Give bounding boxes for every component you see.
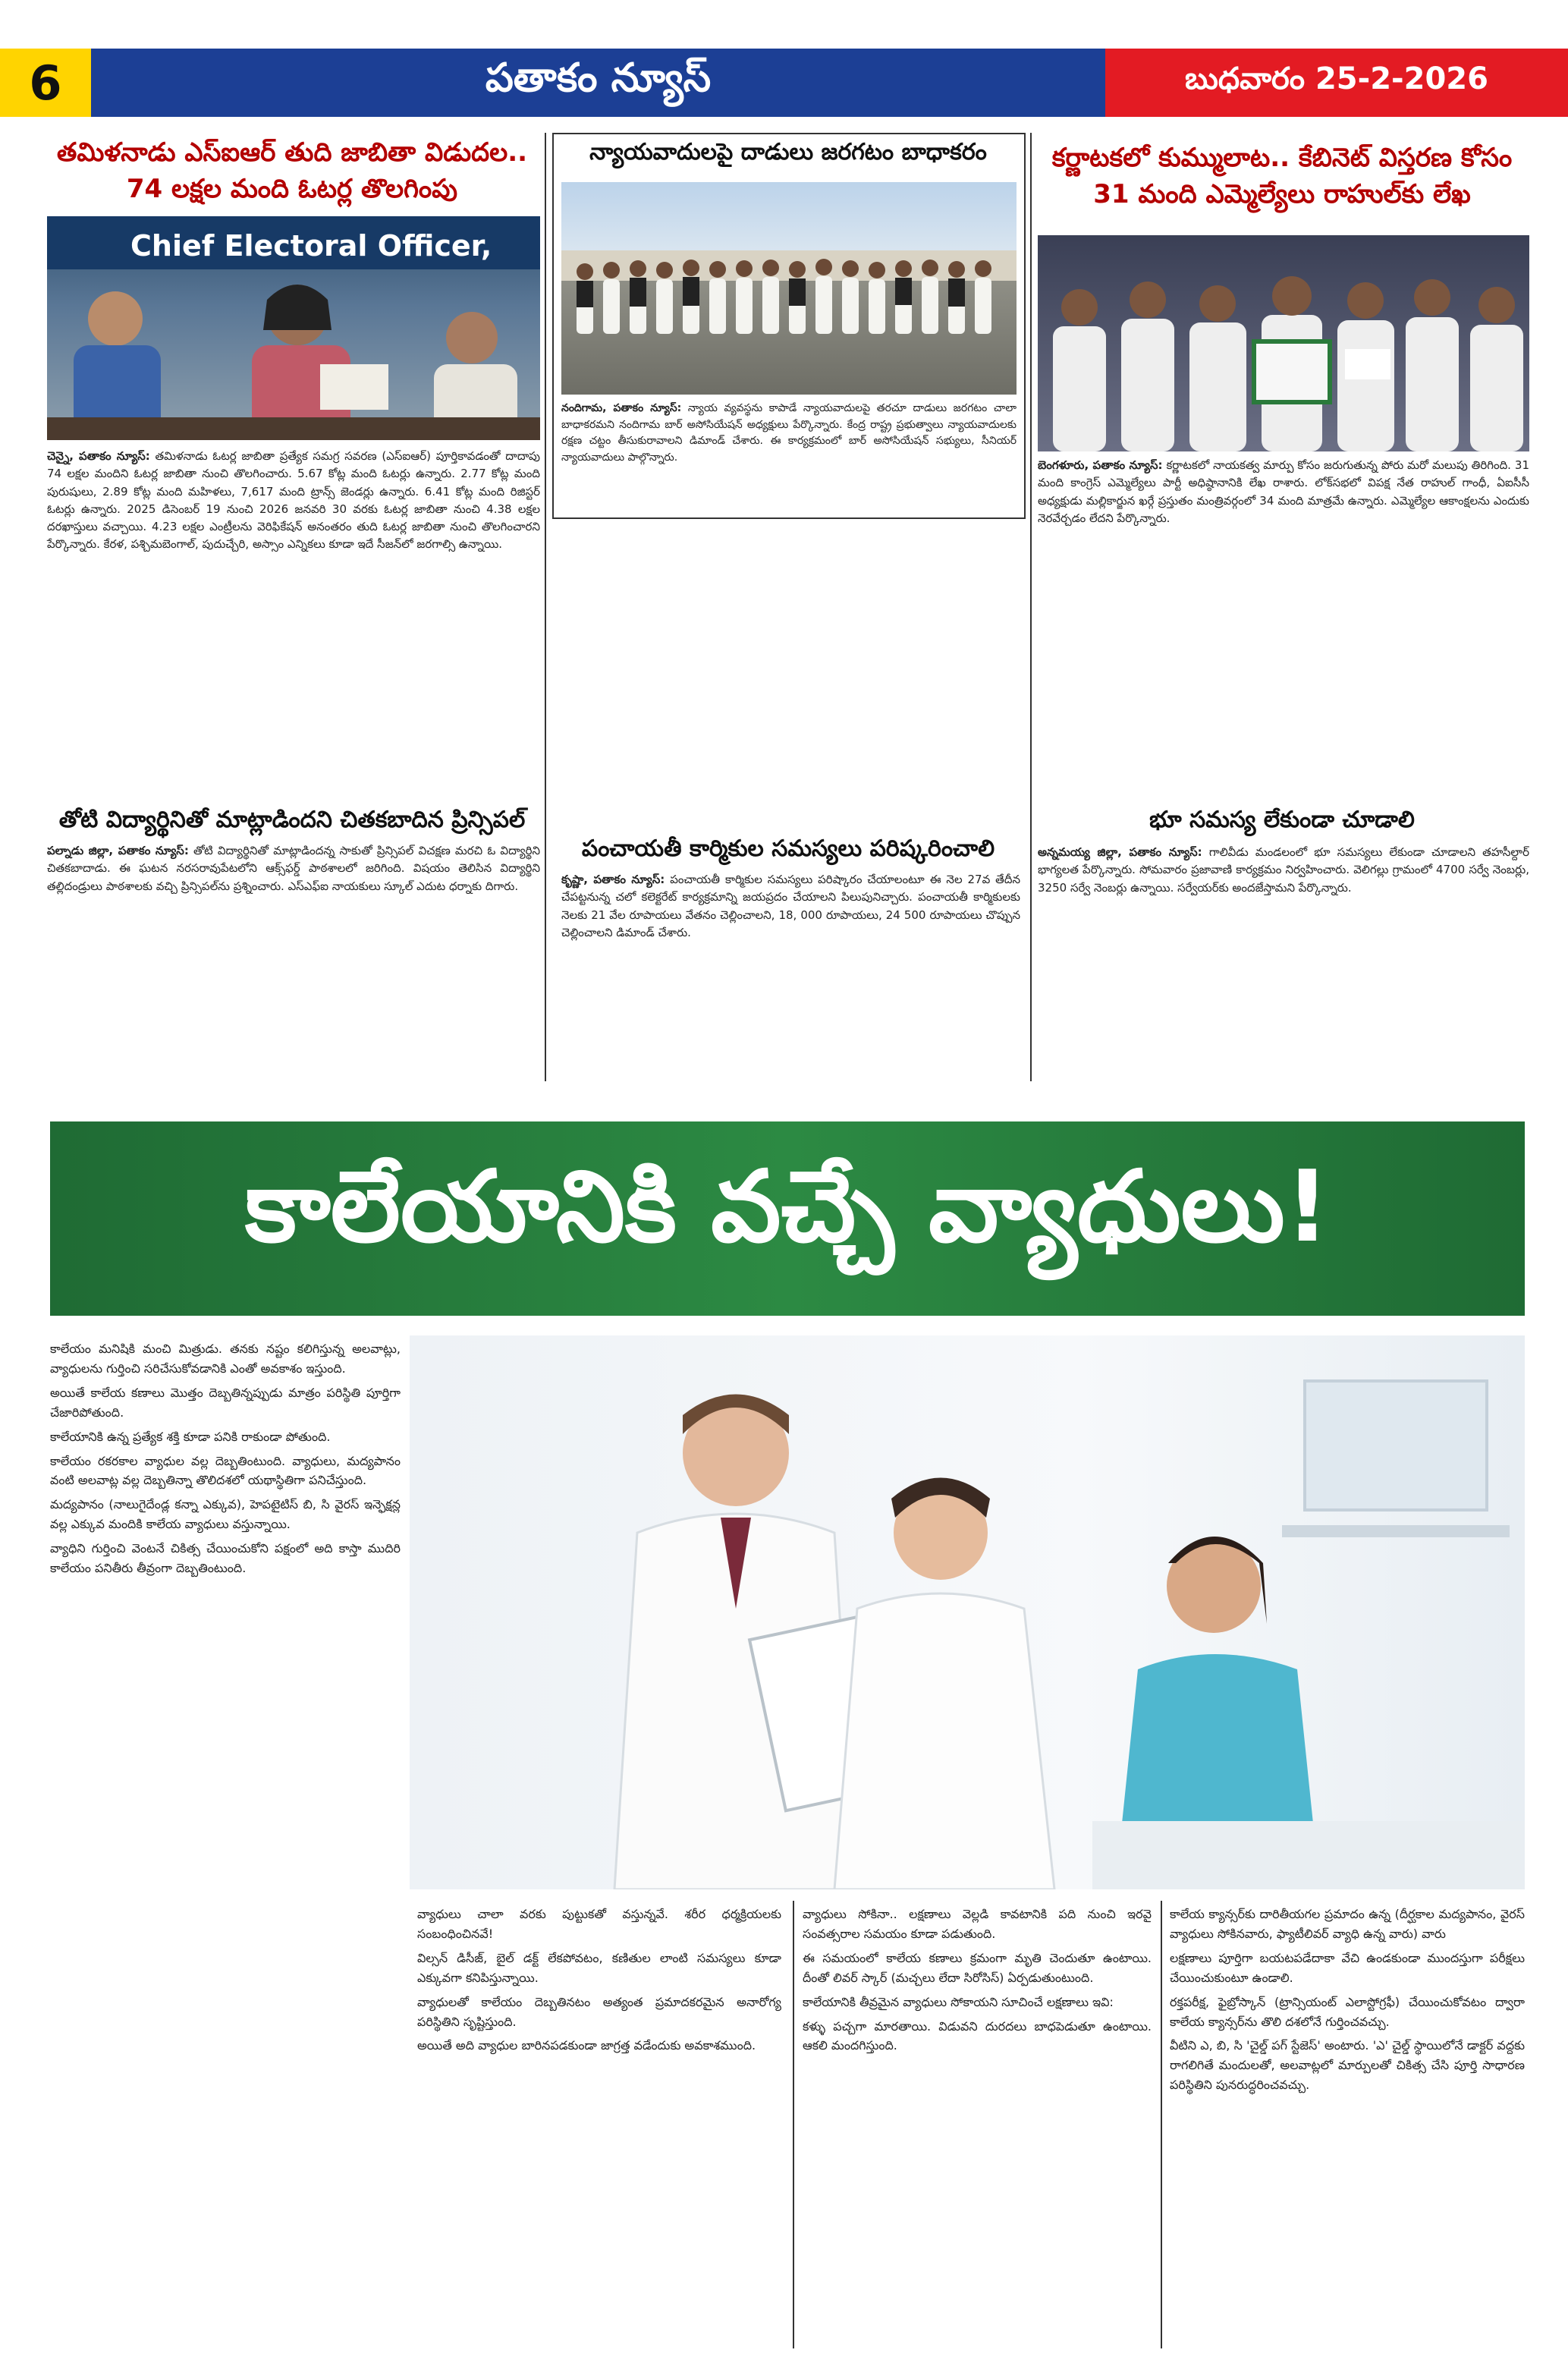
body-text: కర్ణాటకలో నాయకత్వ మార్పు కోసం జరుగుతున్న పోరు మరో మలుపు తిరిగింది. (1166, 458, 1511, 472)
body-text: 2.77 కోట్ల మంది పురుషులు, 2.89 కోట్ల మంది మహిళలు, 7,617 మంది ట్రాన్స్ జెండర్లు ఉన్నారు. (47, 467, 540, 499)
center-story-2-body (561, 871, 1020, 942)
left-story-body (47, 448, 540, 554)
right-story-headline (1035, 140, 1529, 212)
lawyers-group-image (561, 182, 1017, 395)
body-text: వ్యాధులతో కాలేయం దెబ్బతినటం అత్యంత ప్రమాదకరమైన అనారోగ్య పరిస్థితిని సృష్టిస్తుంది. (417, 1994, 781, 2029)
body-text: విల్సన్ డిసీజ్, బైల్ డక్ట్ లేకపోవటం, కణితుల లాంటి సమస్యలు కూడా ఎక్కువగా కనిపిస్తున్నాయి. (417, 1950, 781, 1985)
column-rule (1030, 133, 1032, 1081)
body-text: ఎమ్మెల్యేల ఆకాంక్షలను ఎందుకు నెరవేర్చడం లేదని పేర్కొన్నారు. (1038, 493, 1529, 525)
body-text: న్యాయ వ్యవస్థను కాపాడే న్యాయవాదులపై తరచూ దాడులు జరగటం (687, 402, 988, 414)
body-text: రక్తపరీక్ష, ఫైబ్రోస్కాన్ (ట్రాన్సియంట్ ఎలాస్టోగ్రఫీ) చేయించుకోవటం ద్వారా కాలేయ క్యాన్సర్‌ను తొలి దశలోనే గుర్తించవచ్చు. (1170, 1994, 1525, 2029)
body-text: కాలేయానికి తీవ్రమైన వ్యాధులు సోకాయని సూచించే లక్షణాలు ఇవి: (803, 1994, 1114, 2009)
body-text: 18, 000 రూపాయలు, 24 500 రూపాయలు చొప్పున చెల్లించాలని డిమాండ్ చేశారు. (561, 908, 1020, 939)
body-text: పంచాయతీ కార్మికులకు నెలకు 21 వేల రూపాయలు వేతనం చెల్లించాలని, (561, 890, 1020, 922)
center-story-photo (561, 182, 1017, 395)
body-text: కేరళ, పశ్చిమబెంగాల్, పుదుచ్చేరి, అస్సాం ఎన్నికలు కూడా ఇదే సీజన్‌లో జరగాల్సి ఉన్నాయి. (103, 537, 503, 552)
feature-banner: కాలేయానికి వచ్చే వ్యాధులు! (50, 1121, 1525, 1316)
body-text: తమిళనాడు ఓటర్ల జాబితా ప్రత్యేక సమగ్ర సవరణ (ఎస్ఐఆర్) పూర్తికావడంతో (155, 449, 501, 463)
feature-col-3 (803, 1905, 1152, 2060)
body-text: వ్యాధిని గుర్తించి వెంటనే చికిత్స చేయించుకోని పక్షంలో అది కాస్తా ముదిరి కాలేయం పనితీరు తీవ్రంగా దెబ్బతింటుంది. (50, 1541, 401, 1576)
body-text: దాదాపు 74 లక్షల మందిని ఓటర్ల జాబితా నుంచి తొలగించారు. (47, 449, 540, 481)
dateline: బెంగళూరు, పతాకం న్యూస్: (1038, 458, 1163, 472)
right-story-body (1038, 457, 1529, 527)
headline-line: 74 లక్షల మంది ఓటర్ల తొలగింపు (126, 173, 458, 204)
dateline: పల్నాడు జిల్లా, పతాకం న్యూస్: (47, 844, 189, 857)
body-text: చాలా బాధాకరమని నందిగామ బార్ అసోసియేషన్ అధ్యక్షులు పేర్కొన్నారు. (561, 402, 1017, 431)
right-story-2-body (1038, 844, 1529, 897)
left-story-photo (47, 216, 540, 440)
body-text: కాలేయ క్యాన్సర్‌కు దారితీయగల ప్రమాదం ఉన్న (దీర్ఘకాల మద్యపానం, వైరస్ వ్యాధులు సోకినవారు, ఫ్యాటీలివర్ వ్యాధి ఉన్న వారు) వారు (1170, 1907, 1525, 1941)
body-text: ప్రస్తుతం మంత్రివర్గంలో 34 మంది మాత్రమే ఉన్నారు. (1158, 493, 1387, 508)
column-rule (793, 1901, 794, 2348)
body-text: లక్షణాలు పూర్తిగా బయటపడేదాకా వేచి ఉండకుండా ముందస్తుగా పరీక్షలు చేయించుకుంటూ ఉండాలి. (1170, 1950, 1525, 1985)
doctors-patient-image (410, 1335, 1525, 1889)
body-text: 31 మంది కాంగ్రెస్ ఎమ్మెల్యేలు పార్టీ అధిష్ఠానానికి లేఖ రాశారు. (1038, 458, 1529, 490)
left-story-headline (46, 135, 539, 207)
body-text: విషయం తెలిసిన విద్యార్థిని తల్లిదండ్రులు పాఠశాలకు వచ్చి ప్రిన్సిపల్‌ను ప్రశ్నించారు. (47, 861, 540, 893)
body-text: కాలేయం మనిషికి మంచి మిత్రుడు. తనకు నష్టం కలిగిస్తున్న అలవాట్లు, వ్యాధులను గుర్తించి సరిచేసుకోవడానికి ఎంతో అవకాశం ఇస్తుంది. (50, 1342, 401, 1376)
body-text: ఆక్స్‌ఫర్డ్ పాఠశాలలో జరిగింది. (266, 861, 405, 876)
body-text: తోటి విద్యార్థినితో మాట్లాడిందన్న సాకుతో ప్రిన్సిపల్ విచక్షణ మరచి (193, 844, 483, 857)
feature-photo (410, 1335, 1525, 1889)
body-text: డిమాండ్ చేశారు. (689, 435, 763, 448)
headline-line: కర్ణాటకలో కుమ్ములాట.. కేబినెట్ విస్తరణ కోసం (1051, 143, 1513, 173)
feature-col-4 (1170, 1905, 1525, 2100)
body-text: 4.38 లక్షల దరఖాస్తులు వచ్చాయి. (47, 502, 540, 533)
dateline: కృష్ణా, పతాకం న్యూస్: (561, 873, 665, 886)
right-story-photo (1038, 235, 1529, 451)
body-text: వీటిని ఎ, బి, సి 'చైల్డ్ పగ్ స్టేజెస్' అంటారు. 'ఎ' చైల్డ్ స్థాయిలోనే డాక్టర్ వద్దకు రాగలిగితే మందులతో, అలవాట్లలో మార్పులతో చికిత్స చేసి పూర్తి సాధారణ పరిస్థితిని పునరుద్ధరించవచ్చు. (1170, 2038, 1525, 2093)
body-text: చేపట్టనున్న చలో కలెక్టరేట్ కార్యక్రమాన్ని జయప్రదం చేయాలని పిలుపునిచ్చారు. (561, 890, 913, 904)
column-rule (545, 133, 546, 1081)
issue-date: బుధవారం 25-2-2026 (1105, 49, 1568, 117)
feature-col-2 (417, 1905, 781, 2060)
right-story-2-headline: భూ సమస్య లేకుండా చూడాలి (1149, 807, 1415, 833)
press-conference-image (47, 216, 540, 440)
feature-col-1 (50, 1339, 401, 1583)
body-text: ఈ కార్యక్రమంలో బార్ అసోసియేషన్ సభ్యులు, సీనియర్ న్యాయవాదులు పాల్గొన్నారు. (561, 435, 1017, 464)
dateline: అన్నమయ్య జిల్లా, పతాకం న్యూస్: (1038, 845, 1202, 859)
body-text: పంచాయతీ కార్మికుల సమస్యలు పరిష్కారం చేయాలంటూ ఈ నెల 27వ తేదీన (670, 873, 1020, 886)
body-text: 6.41 కోట్ల మంది రిజిస్టర్ ఓటర్లు ఉన్నారు. (47, 484, 540, 516)
body-text: కాలేయం రకరకాల వ్యాధుల వల్ల దెబ్బతింటుంది. వ్యాధులు, మద్యపానం వంటి అలవాట్ల వల్ల దెబ్బతిన్నా తొలిదశలో యథాస్థితిగా పనిచేస్తుంది. (50, 1453, 401, 1488)
dateline: చెన్నై, పతాకం న్యూస్: (47, 449, 150, 463)
body-text: అయితే కాలేయ కణాలు మొత్తం దెబ్బతిన్నప్పుడు మాత్రం పరిస్థితి పూర్తిగా చేజారిపోతుంది. (50, 1385, 401, 1420)
paper-name: పతాకం న్యూస్ (91, 49, 1105, 117)
body-text: కళ్ళు పచ్చగా మారతాయి. విడువని దురదలు బాధపెడుతూ ఉంటాయి. ఆకలి మందగిస్తుంది. (803, 2018, 1152, 2053)
left-story-2-headline: తోటి విద్యార్థినితో మాట్లాడిందని చితకబాదిన ప్రిన్సిపల్ (58, 807, 526, 833)
headline-line: 31 మంది ఎమ్మెల్యేలు రాహుల్‌కు లేఖ (1093, 178, 1471, 209)
body-text: 2025 డిసెంబర్ 19 నుంచి 2026 జనవరి 30 వరకు ఓటర్ల జాబితా నుంచి (127, 502, 480, 516)
body-text: వ్యాధులు చాలా వరకు పుట్టుకతో వస్తున్నవే. శరీర ధర్మక్రియలకు సంబంధించినవే! (417, 1907, 781, 1941)
masthead (0, 49, 1568, 117)
center-story-body (561, 401, 1017, 467)
svg-text:Chief Electoral Officer,: Chief Electoral Officer, (130, 229, 492, 263)
center-story-headline: న్యాయవాదులపై దాడులు జరగటం బాధాకరం (589, 139, 987, 165)
body-text: ఎస్ఎఫ్ఐ నాయకులు స్కూల్ ఎదుట ధర్నాకు దిగారు. (288, 879, 519, 893)
left-story-2-body (47, 842, 540, 895)
dateline: నందిగామ, పతాకం న్యూస్: (561, 402, 682, 414)
body-text: ఈ సమయంలో కాలేయ కణాలు క్రమంగా మృతి చెందుతూ ఉంటాయి. దీంతో లివర్ స్కార్ (మచ్చలు లేదా సిరోసిస్) ఏర్పడుతుంటుంది. (803, 1950, 1152, 1985)
body-text: లోక్‌సభలో విపక్ష నేత రాహుల్ గాంధీ, ఏఐసీసీ అధ్యక్షుడు మల్లికార్జున ఖర్గే (1038, 476, 1529, 508)
headline-line: తమిళనాడు ఎస్ఐఆర్ తుది జాబితా విడుదల.. (56, 137, 528, 168)
body-text: కాలేయానికి ఉన్న ప్రత్యేక శక్తి కూడా పనికి రాకుండా పోతుంది. (50, 1429, 331, 1444)
body-text: మద్యపానం (నాలుగైదేండ్ల కన్నా ఎక్కువ), హెపటైటిస్ బి, సి వైరస్ ఇన్ఫెక్షన్ల వల్ల ఎక్కువ మందికి కాలేయ వ్యాధులు వస్తున్నాయి. (50, 1497, 401, 1532)
body-text: 4.23 లక్షల ఎంట్రీలను వెరిఫికేషన్ అనంతరం తుది ఓటర్ల జాబితా నుంచి తొలగించారని పేర్కొన్నారు. (47, 520, 540, 552)
body-text: 5.67 కోట్ల మంది ఓటర్లు ఉన్నారు. (297, 467, 455, 481)
body-text: సోమవారం ప్రజావాణి కార్యక్రమం నిర్వహించారు. (1139, 863, 1350, 877)
body-text: గాలివీడు మండలంలో భూ సమస్యలు లేకుండా చూడాలని తహసీల్దార్ భాగ్యలత పేర్కొన్నారు. (1038, 845, 1529, 877)
body-text: వెలిగల్లు గ్రామంలో 4700 సర్వే నెంబర్లు, 3250 సర్వే నెంబర్లు ఉన్నాయి. (1038, 863, 1529, 895)
body-text: కేంద్ర రాష్ట్ర ప్రభుత్వాలు న్యాయవాదులకు రక్షణ చట్టం తీసుకురావాలని (561, 418, 1017, 448)
body-text: అయితే అది వ్యాధుల బారినపడకుండా జాగ్రత్త వడేందుకు అవకాశముంది. (417, 2038, 756, 2053)
column-rule (1161, 1901, 1162, 2348)
page-number: 6 (0, 49, 91, 117)
politicians-image (1038, 235, 1529, 451)
body-text: సర్వేయర్‌కు అందజేస్తామని పేర్కొన్నారు. (1177, 880, 1352, 895)
center-story-2-headline: పంచాయతీ కార్మికుల సమస్యలు పరిష్కరించాలి (581, 835, 995, 862)
body-text: ఓ విద్యార్థిని చితకబాదాడు. ఈ ఘటన నరసరావుపేటలోని (47, 844, 540, 876)
body-text: వ్యాధులు సోకినా.. లక్షణాలు వెల్లడి కావటానికి పది నుంచి ఇరవై సంవత్సరాల సమయం కూడా పడుతుంది. (803, 1907, 1152, 1941)
